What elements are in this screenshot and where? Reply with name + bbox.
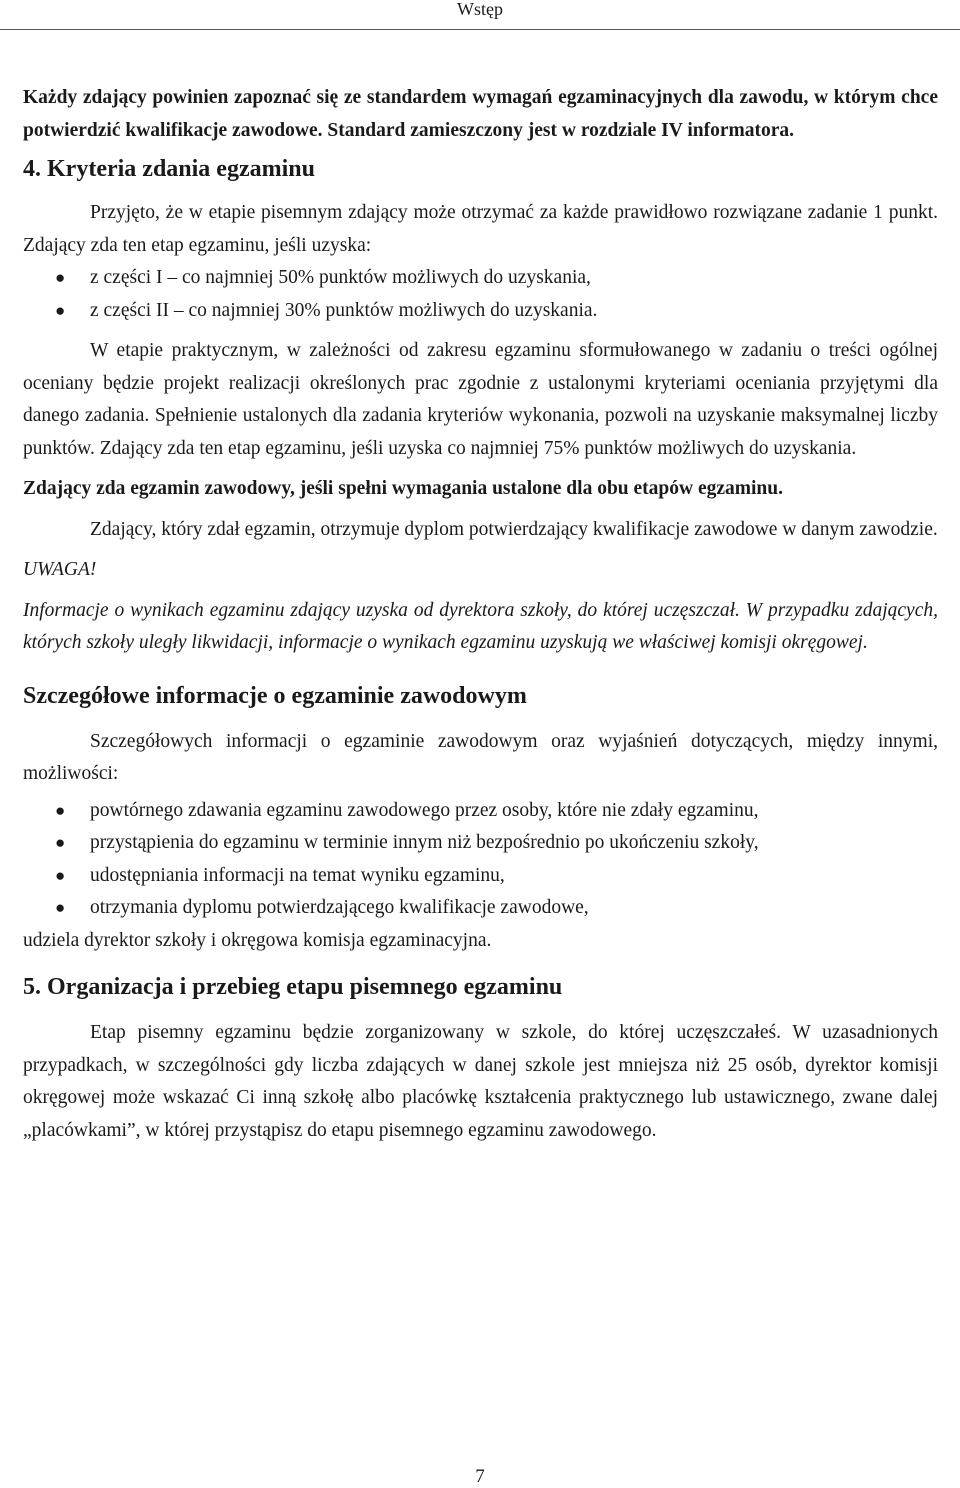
- details-heading: Szczegółowe informacje o egzaminie zawodowym: [23, 682, 527, 709]
- bullet-icon: ●: [55, 300, 66, 320]
- bullet-icon: ●: [55, 833, 66, 852]
- section-4-bullet-list: [23, 262, 938, 327]
- section-4-bold-statement: Zdający zda egzamin zawodowy, jeśli spełni wymagania ustalone dla obu etapów egzaminu.: [23, 478, 783, 499]
- page-number: 7: [475, 1466, 485, 1487]
- section-5-heading: 5. Organizacja i przebieg etapu pisemnego egzaminu: [23, 974, 563, 1000]
- uwaga-text: Informacje o wynikach egzaminu zdający uzyska od dyrektora szkoły, do której uczęszczał. W przypadku zdających, których szkoły uległy likwidacji, informacje o wynikach egzaminu uzyskują we właściwej komisji okręgowej.: [23, 599, 938, 653]
- list-item: ● otrzymania dyplomu potwierdzającego kwalifikacje zawodowe,: [23, 892, 938, 925]
- section-4-paragraph-1: Przyjęto, że w etapie pisemnym zdający może otrzymać za każde prawidłowo rozwiązane zadanie 1 punkt. Zdający zda ten etap egzaminu, jeśli uzyska:: [23, 202, 938, 256]
- details-paragraph-1: Szczegółowych informacji o egzaminie zawodowym oraz wyjaśnień dotyczących, między innymi, możliwości:: [23, 730, 938, 784]
- bullet-icon: ●: [55, 800, 66, 820]
- running-header: Wstęp: [457, 0, 503, 19]
- list-item: ● udostępniania informacji na temat wyniku egzaminu,: [23, 860, 938, 893]
- section-4-paragraph-2: W etapie praktycznym, w zależności od zakresu egzaminu sformułowanego w zadaniu o treści ogólnej oceniany będzie projekt realizacji określonych prac zgodnie z ustalonymi kryteriami oceniania przyjętymi dla danego zadania. Spełnienie ustalonych dla zadania kryteriów wykonania, pozwoli na uzyskanie maksymalnej liczby punktów. Zdający zda ten etap egzaminu, jeśli uzyska co najmniej 75% punktów możliwych do uzyskania.: [23, 340, 938, 459]
- list-item: ● przystąpienia do egzaminu w terminie innym niż bezpośrednio po ukończeniu szkoły,: [23, 827, 938, 860]
- header-rule: [0, 29, 960, 30]
- list-item: ● powtórnego zdawania egzaminu zawodowego przez osoby, które nie zdały egzaminu,: [23, 795, 938, 828]
- list-item: ● z części II – co najmniej 30% punktów możliwych do uzyskania.: [23, 295, 938, 328]
- uwaga-label: UWAGA!: [23, 559, 97, 580]
- intro-paragraph: Każdy zdający powinien zapoznać się ze standardem wymagań egzaminacyjnych dla zawodu, w którym chce potwierdzić kwalifikacje zawodowe. Standard zamieszczony jest w rozdziale IV informatora.: [23, 87, 938, 141]
- details-paragraph-2: udziela dyrektor szkoły i okręgowa komisja egzaminacyjna.: [23, 929, 492, 951]
- page-content: [23, 82, 938, 1147]
- bullet-icon: ●: [55, 268, 66, 287]
- section-4-heading: 4. Kryteria zdania egzaminu: [23, 156, 315, 182]
- bullet-icon: ●: [55, 898, 66, 917]
- bullet-icon: ●: [55, 865, 66, 885]
- details-bullet-list: [23, 795, 938, 925]
- section-4-paragraph-4: Zdający, który zdał egzamin, otrzymuje dyplom potwierdzający kwalifikacje zawodowe w danym zawodzie.: [90, 518, 938, 540]
- list-item: ● z części I – co najmniej 50% punktów możliwych do uzyskania,: [23, 262, 938, 295]
- section-5-paragraph-1: Etap pisemny egzaminu będzie zorganizowany w szkole, do której uczęszczałeś. W uzasadnionych przypadkach, w szczególności gdy liczba zdających w danej szkole jest mniejsza niż 25 osób, dyrektor komisji okręgowej może wskazać Ci inną szkołę albo placówkę kształcenia praktycznego lub ustawicznego, zwane dalej „placówkami”, w której przystąpisz do etapu pisemnego egzaminu zawodowego.: [23, 1022, 938, 1141]
